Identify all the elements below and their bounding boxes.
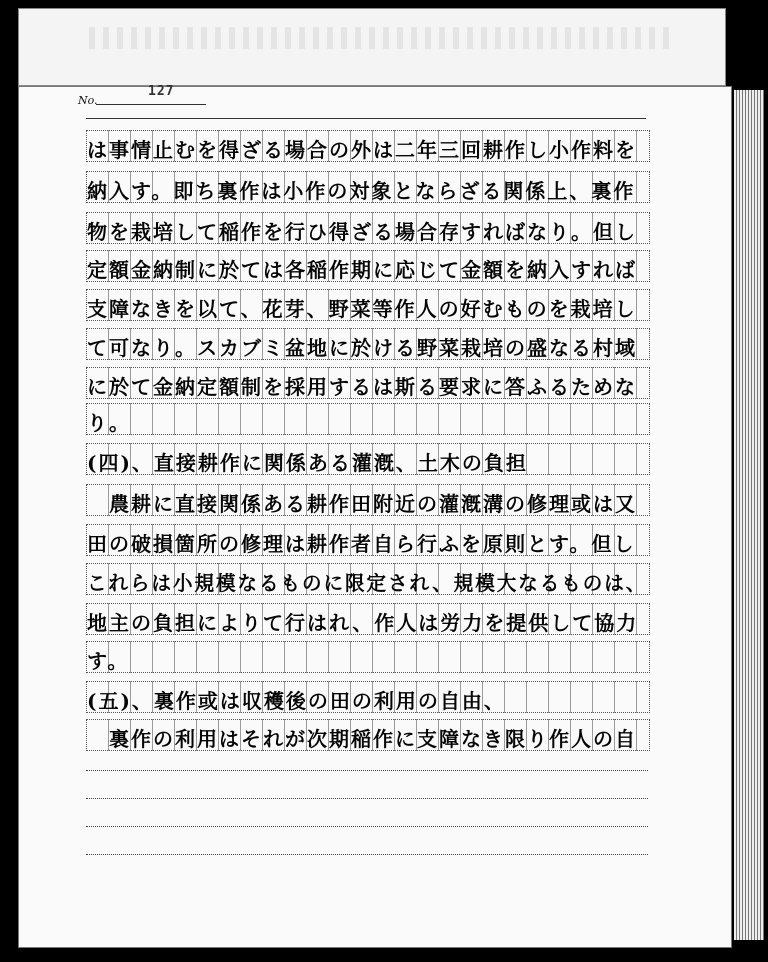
- number-underline: [96, 104, 206, 105]
- manuscript-line: [86, 603, 650, 635]
- manuscript-line: [86, 212, 650, 244]
- blank-ruled-line: [86, 826, 648, 827]
- manuscript-line: [86, 524, 650, 556]
- line-text: これらは小規模なるものに限定され、規模大なるものは、: [87, 571, 648, 595]
- blank-ruled-line: [86, 854, 648, 855]
- line-text: 定額金納制に於ては各稲作期に応じて金額を納入すれば: [87, 258, 637, 282]
- manuscript-line: [86, 171, 650, 203]
- top-rule: [86, 118, 646, 119]
- manuscript-line: [86, 367, 650, 399]
- line-text: 田の破損箇所の修理は耕作者自ら行ふを原則とす。但し: [87, 532, 636, 556]
- line-text: 物を栽培して稲作を行ひ得ざる場合存すればなり。但し: [87, 220, 637, 244]
- line-text: 納入す。即ち裏作は小作の対象とならざる関係上、裏作: [87, 179, 636, 203]
- line-text: て可なり。スカブミ盆地に於ける野菜栽培の盛なる村域: [87, 336, 637, 360]
- line-text: 裏作の利用はそれが次期稲作に支障なき限り作人の自: [87, 727, 637, 751]
- manuscript-line: [86, 641, 650, 673]
- blank-ruled-line: [86, 770, 648, 771]
- line-text: (五)、裏作或は収穫後の田の利用の自由、: [87, 689, 506, 713]
- blank-ruled-line: [86, 798, 648, 799]
- manuscript-line: [86, 563, 650, 595]
- stacked-page-edges: [734, 90, 764, 940]
- manuscript-line: [86, 328, 650, 360]
- manuscript-line: [86, 289, 650, 321]
- manuscript-line: [86, 681, 650, 713]
- line-text: (四)、直接耕作に関係ある灌漑、土木の負担: [87, 451, 528, 475]
- page-number: 127: [148, 84, 175, 99]
- manuscript-line: [86, 250, 650, 282]
- bleed-through-text: [89, 27, 669, 49]
- line-text: 農耕に直接関係ある耕作田附近の灌漑溝の修理或は又: [87, 492, 637, 516]
- line-text: に於て金納定額制を採用するは斯る要求に答ふるためな: [87, 375, 637, 399]
- manuscript-line: [86, 403, 650, 435]
- line-text: 地主の負担によりて行はれ、作人は労力を提供して協力: [87, 611, 639, 635]
- manuscript-line: [86, 443, 650, 475]
- line-text: 支障なきを以て、花芽、野菜等作人の好むものを栽培し: [87, 297, 637, 321]
- line-text: り。: [87, 411, 131, 435]
- line-text: す。: [87, 649, 130, 673]
- line-text: は事情止むを得ざる場合の外は二年三回耕作し小作料を: [87, 138, 637, 162]
- manuscript-line: [86, 719, 650, 751]
- manuscript-line: [86, 484, 650, 516]
- previous-page-strip: [18, 8, 726, 86]
- number-label: No.: [78, 94, 98, 107]
- manuscript-line: [86, 130, 650, 162]
